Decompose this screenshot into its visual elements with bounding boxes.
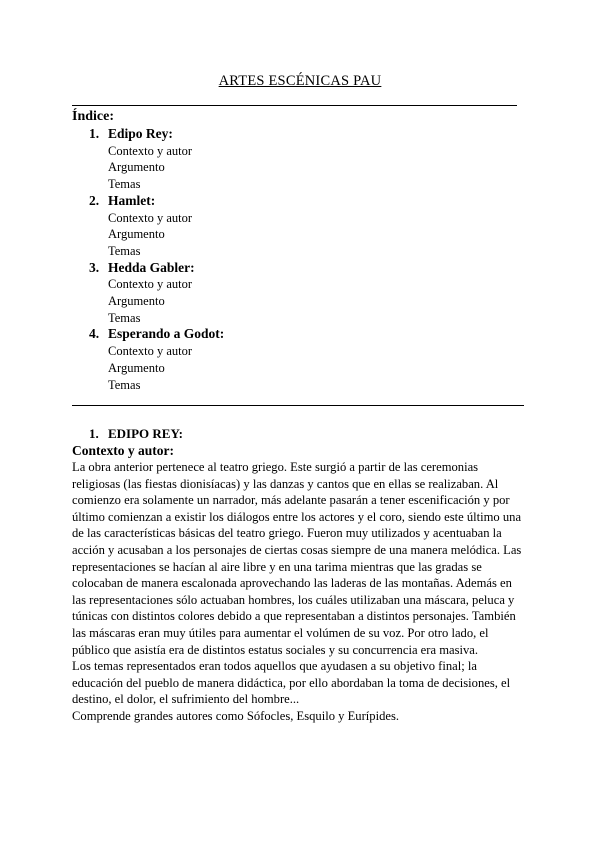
toc-subitem: Contexto y autor bbox=[108, 277, 193, 292]
toc-item-esperando-a-godot bbox=[72, 326, 224, 393]
toc-item-title bbox=[72, 193, 224, 210]
document-title: ARTES ESCÉNICAS PAU bbox=[218, 73, 382, 89]
toc-item-edipo-rey bbox=[72, 126, 224, 193]
top-divider bbox=[72, 105, 517, 106]
toc-item-label: Hedda Gabler: bbox=[108, 259, 195, 275]
table-of-contents bbox=[72, 126, 224, 393]
toc-subitem: Contexto y autor bbox=[108, 210, 193, 225]
index-heading: Índice: bbox=[72, 109, 114, 124]
toc-item-title bbox=[72, 126, 224, 143]
body-paragraph: Los temas representados eran todos aquellos que ayudasen a su objetivo final; la educación del pueblo de manera didáctica, por ello abordaban la toma de decisiones, el destino, el dolor, el sufrimiento del hombre... bbox=[72, 659, 511, 707]
toc-subitem: Contexto y autor bbox=[108, 344, 193, 359]
toc-subitem: Argumento bbox=[108, 360, 165, 375]
section-title: EDIPO REY: bbox=[108, 426, 184, 441]
toc-item-number: 1. bbox=[89, 126, 100, 141]
section-body bbox=[72, 459, 527, 725]
toc-item-label: Edipo Rey: bbox=[108, 126, 173, 141]
section-subheading: Contexto y autor: bbox=[72, 443, 174, 458]
toc-subitem: Argumento bbox=[108, 227, 165, 242]
toc-subitem: Temas bbox=[108, 377, 141, 392]
toc-item-number: 2. bbox=[89, 192, 100, 208]
bottom-divider bbox=[72, 405, 524, 406]
toc-item-number: 4. bbox=[89, 326, 100, 342]
toc-subitem: Temas bbox=[108, 310, 141, 325]
toc-item-hamlet bbox=[72, 193, 224, 260]
toc-item-label: Hamlet: bbox=[108, 192, 156, 208]
toc-subitem: Argumento bbox=[108, 160, 165, 175]
section-number: 1. bbox=[89, 426, 99, 441]
toc-item-title bbox=[72, 326, 224, 343]
toc-subitem: Temas bbox=[108, 177, 141, 192]
toc-item-title bbox=[72, 260, 224, 277]
toc-item-hedda-gabler bbox=[72, 260, 224, 327]
body-paragraph: La obra anterior pertenece al teatro griego. Este surgió a partir de las ceremonias religiosas (las fiestas dionisíacas) y las danzas y cantos que en ellas se realizaban. Al comienzo era solamente un narrador, más adelante pasarán a tener escenificación y por último comienzan a existir los diálogos entre los actores y el coro, siendo este último una de las características básicas del teatro griego. Fueron muy utilizados y acentuaban la acción y acusaban a los personajes de ciertas cosas siempre de una manera melódica. Las representaciones se hacían al aire libre y en una tarima mientras que las gradas se colocaban de manera escalonada aprovechando las laderas de las montañas. Además en las representaciones sólo actuaban hombres, los cuáles utilizaban una máscara, peluca y túnicas con distintos colores debido a que representaban a distintos personajes. También las máscaras eran muy útiles para aumentar el volúmen de su voz. Por otro lado, el público que asistía era de distintos estatus sociales y su concurrencia era masiva. bbox=[72, 460, 522, 657]
body-paragraph: Comprende grandes autores como Sófocles, Esquilo y Eurípides. bbox=[72, 708, 400, 723]
toc-subitem: Contexto y autor bbox=[108, 143, 193, 158]
toc-subitem: Temas bbox=[108, 243, 141, 258]
toc-subitem: Argumento bbox=[108, 294, 165, 309]
toc-item-number: 3. bbox=[89, 259, 100, 275]
section-heading bbox=[89, 426, 183, 442]
toc-item-label: Esperando a Godot: bbox=[108, 326, 225, 342]
